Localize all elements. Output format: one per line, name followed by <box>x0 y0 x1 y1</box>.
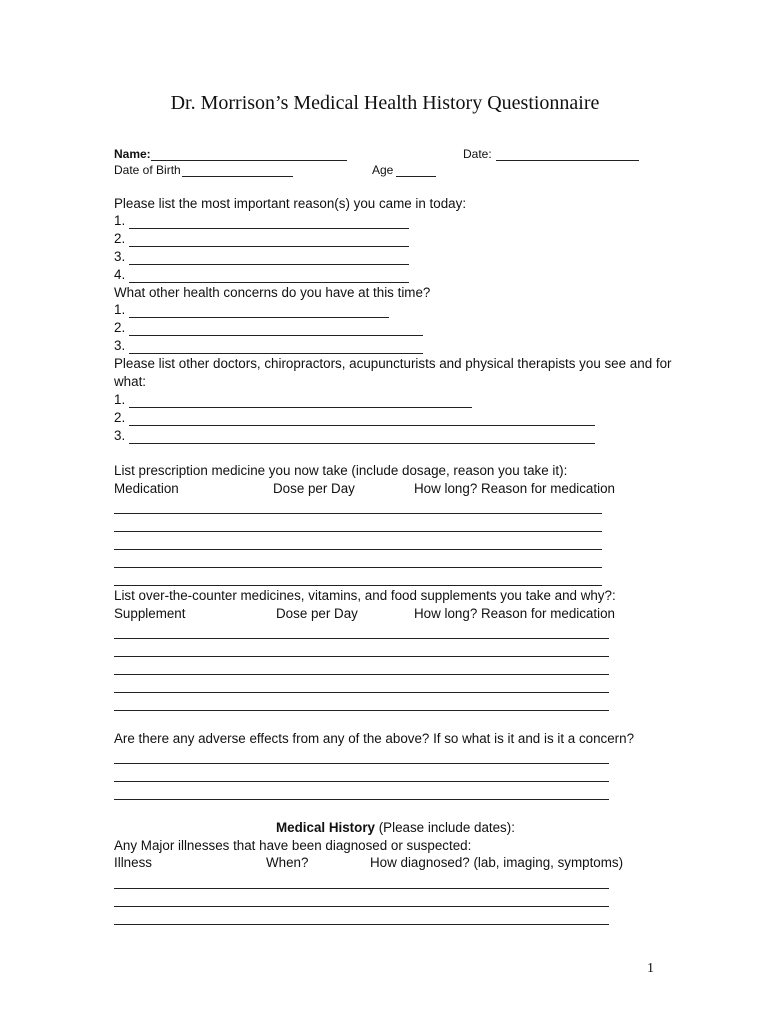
page-title: Dr. Morrison’s Medical Health History Questionnaire <box>170 92 600 114</box>
prescription-row-line[interactable] <box>114 531 602 532</box>
otc-prompt: List over-the-counter medicines, vitamins, and food supplements you take and why?: <box>114 588 616 603</box>
illness-col-when: When? <box>266 855 309 870</box>
adverse-prompt: Are there any adverse effects from any of the above? If so what is it and is it a concern? <box>114 731 635 746</box>
otc-col-supplement: Supplement <box>114 606 186 621</box>
concerns-prompt: What other health concerns do you have at this time? <box>114 285 431 300</box>
illness-row-line[interactable] <box>114 906 609 907</box>
provider-number: 2. <box>114 410 126 425</box>
prescription-row-line[interactable] <box>114 585 602 586</box>
medical-history-note: (Please include dates): <box>378 820 515 835</box>
otc-row-line[interactable] <box>114 674 609 675</box>
dob-label: Date of Birth <box>114 163 181 177</box>
adverse-row-line[interactable] <box>114 763 609 764</box>
reason-field[interactable] <box>129 246 409 247</box>
adverse-row-line[interactable] <box>114 781 609 782</box>
adverse-row-line[interactable] <box>114 799 609 800</box>
prescriptions-prompt: List prescription medicine you now take (include dosage, reason you take it): <box>114 463 568 478</box>
providers-prompt-cont: what: <box>114 374 147 389</box>
prescription-row-line[interactable] <box>114 549 602 550</box>
concern-number: 3. <box>114 338 126 353</box>
medical-history-heading: Medical History <box>276 820 375 835</box>
otc-row-line[interactable] <box>114 692 609 693</box>
concern-field[interactable] <box>129 317 389 318</box>
age-field[interactable] <box>396 176 436 177</box>
prescriptions-col-medication: Medication <box>114 481 179 496</box>
date-label: Date: <box>463 147 492 161</box>
illness-row-line[interactable] <box>114 888 609 889</box>
illness-prompt: Any Major illnesses that have been diagnosed or suspected: <box>114 838 472 853</box>
reasons-prompt: Please list the most important reason(s) you came in today: <box>114 196 467 211</box>
otc-row-line[interactable] <box>114 710 609 711</box>
concern-field[interactable] <box>129 335 423 336</box>
reason-number: 1. <box>114 213 126 228</box>
otc-row-line[interactable] <box>114 656 609 657</box>
provider-field[interactable] <box>129 443 595 444</box>
reason-number: 3. <box>114 249 126 264</box>
reason-field[interactable] <box>129 264 409 265</box>
providers-prompt: Please list other doctors, chiropractors, acupuncturists and physical therapists you see and for <box>114 356 672 371</box>
concern-number: 1. <box>114 302 126 317</box>
reason-field[interactable] <box>129 228 409 229</box>
reason-number: 2. <box>114 231 126 246</box>
reason-number: 4. <box>114 267 126 282</box>
prescription-row-line[interactable] <box>114 567 602 568</box>
age-label: Age <box>372 163 394 177</box>
otc-col-reason: How long? Reason for medication <box>414 606 615 621</box>
otc-col-dose: Dose per Day <box>276 606 358 621</box>
provider-number: 3. <box>114 428 126 443</box>
reason-field[interactable] <box>129 282 409 283</box>
medical-history-heading-line <box>276 820 515 835</box>
illness-col-illness: Illness <box>114 855 152 870</box>
otc-row-line[interactable] <box>114 638 609 639</box>
name-label: Name: <box>114 147 151 161</box>
provider-field[interactable] <box>129 425 595 426</box>
name-field[interactable] <box>151 160 347 161</box>
concern-field[interactable] <box>129 353 423 354</box>
dob-field[interactable] <box>182 176 293 177</box>
concern-number: 2. <box>114 320 126 335</box>
prescription-row-line[interactable] <box>114 513 602 514</box>
illness-row-line[interactable] <box>114 924 609 925</box>
provider-number: 1. <box>114 392 126 407</box>
page-number: 1 <box>647 961 654 976</box>
provider-field[interactable] <box>129 407 472 408</box>
prescriptions-col-dose: Dose per Day <box>273 481 355 496</box>
illness-col-diagnosed: How diagnosed? (lab, imaging, symptoms) <box>370 855 624 870</box>
date-field[interactable] <box>496 160 639 161</box>
prescriptions-col-reason: How long? Reason for medication <box>414 481 615 496</box>
